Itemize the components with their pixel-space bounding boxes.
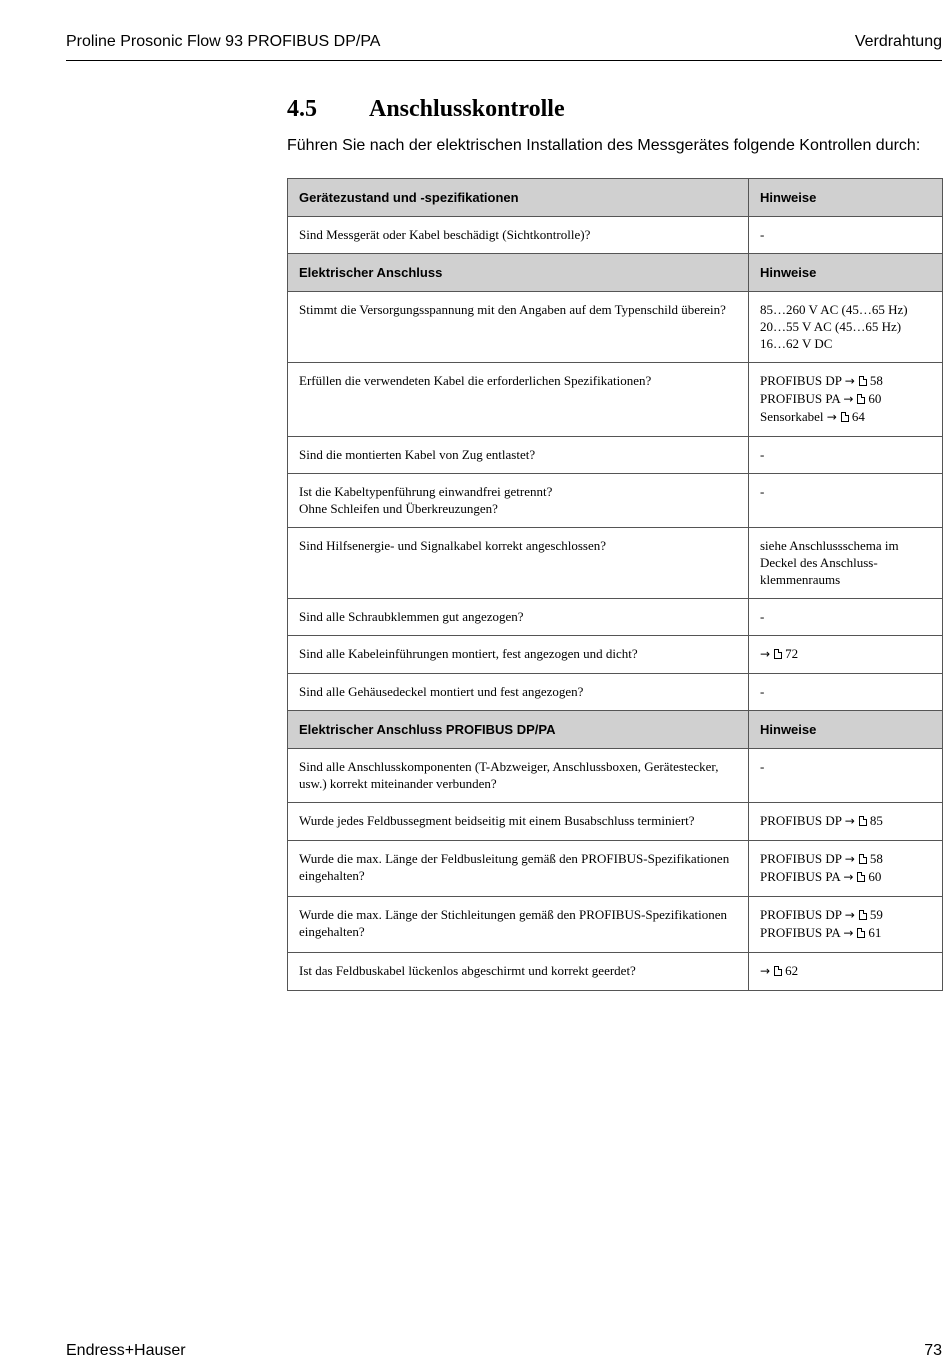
table-row [288,292,943,363]
check-question-cell [288,528,749,599]
check-note-line [760,812,931,830]
check-table [287,178,943,991]
check-question-cell [288,636,749,674]
page-reference-icon [857,928,865,938]
page-reference-icon [859,816,867,826]
table-row [288,897,943,953]
check-note-line: Hinweise [760,265,817,280]
check-note-line [760,906,931,924]
page-reference-icon [859,376,867,386]
check-note-line: - [760,227,765,242]
reference-page-number: 62 [785,963,799,978]
check-note-line [760,868,931,886]
check-question-cell [288,599,749,636]
check-question-cell [288,179,749,217]
arrow-icon: → [844,852,855,866]
check-note-line: 85…260 V AC (45…65 Hz) [760,302,908,317]
check-question-text: eingehalten? [299,868,365,883]
check-question-cell [288,437,749,474]
arrow-icon: → [844,908,855,922]
check-note-cell [749,841,943,897]
page-reference-icon [774,649,782,659]
reference-label: Sensorkabel [760,409,827,424]
check-note-line: - [760,609,765,624]
check-question-text: Ist das Feldbuskabel lückenlos abgeschirmt und korrekt geerdet? [299,963,636,978]
page-reference-icon [774,966,782,976]
arrow-icon: → [826,410,837,424]
check-question-cell [288,953,749,991]
reference-page-number: 60 [868,391,882,406]
check-note-line [760,408,931,426]
check-note-cell [749,254,943,292]
check-note-line [760,372,931,390]
check-question-cell [288,803,749,841]
reference-page-number: 61 [868,925,882,940]
table-section-row [288,179,943,217]
check-note-cell [749,803,943,841]
check-question-text: eingehalten? [299,924,365,939]
check-question-text: Elektrischer Anschluss PROFIBUS DP/PA [299,722,556,737]
check-question-cell [288,217,749,254]
check-note-cell [749,292,943,363]
check-note-line [760,645,931,663]
check-question-cell [288,674,749,711]
check-note-line: - [760,759,765,774]
check-question-text: Sind Hilfsenergie- und Signalkabel korrekt angeschlossen? [299,538,606,553]
check-note-cell [749,437,943,474]
check-note-line [760,850,931,868]
table-row [288,528,943,599]
table-row [288,749,943,803]
header-doc-title: Proline Prosonic Flow 93 PROFIBUS DP/PA [66,33,381,50]
check-note-line: klemmenraums [760,572,841,587]
footer-brand: Endress+Hauser [66,1342,186,1359]
check-note-line: 20…55 V AC (45…65 Hz) [760,319,902,334]
check-note-line: - [760,447,765,462]
check-note-cell [749,897,943,953]
reference-page-number: 59 [869,907,883,922]
check-question-cell [288,897,749,953]
check-note-cell [749,474,943,528]
check-note-line [760,962,931,980]
section-number: 4.5 [287,96,317,122]
table-row [288,674,943,711]
reference-label: PROFIBUS DP [760,907,845,922]
check-question-text: Sind alle Kabeleinführungen montiert, fest angezogen und dicht? [299,646,638,661]
arrow-icon: → [844,814,855,828]
check-question-text: Sind die montierten Kabel von Zug entlastet? [299,447,536,462]
reference-label: PROFIBUS PA [760,869,844,884]
page-reference-icon [859,854,867,864]
check-note-line [760,390,931,408]
check-table-body [288,179,943,991]
table-row [288,437,943,474]
arrow-icon: → [843,870,854,884]
check-note-cell [749,599,943,636]
check-question-cell [288,711,749,749]
check-question-text: Sind alle Schraubklemmen gut angezogen? [299,609,524,624]
check-question-cell [288,474,749,528]
check-note-line: Deckel des Anschluss- [760,555,878,570]
check-question-text: Sind alle Gehäusedeckel montiert und fest angezogen? [299,684,584,699]
check-question-cell [288,749,749,803]
arrow-icon: → [760,964,771,978]
reference-page-number: 72 [785,646,799,661]
check-note-cell [749,674,943,711]
table-section-row [288,254,943,292]
reference-label: PROFIBUS PA [760,391,844,406]
check-question-cell [288,292,749,363]
check-note-line: siehe Anschlussschema im [760,538,899,553]
reference-label: PROFIBUS DP [760,373,845,388]
check-question-text: Sind alle Anschlusskomponenten (T-Abzweiger, Anschlussboxen, Gerätestecker, [299,759,719,774]
table-row [288,599,943,636]
header-chapter: Verdrahtung [854,33,942,50]
reference-page-number: 58 [869,851,883,866]
page-reference-icon [859,910,867,920]
check-question-cell [288,841,749,897]
check-note-cell [749,953,943,991]
table-row [288,841,943,897]
check-note-line: Hinweise [760,190,817,205]
reference-page-number: 64 [851,409,865,424]
check-question-cell [288,254,749,292]
check-note-cell [749,217,943,254]
check-note-line: Hinweise [760,722,817,737]
check-note-cell [749,711,943,749]
page-reference-icon [857,872,865,882]
check-question-text: Stimmt die Versorgungsspannung mit den Angaben auf dem Typenschild überein? [299,302,726,317]
arrow-icon: → [760,647,771,661]
table-row [288,953,943,991]
check-note-cell [749,528,943,599]
check-question-text: Elektrischer Anschluss [299,265,443,280]
arrow-icon: → [843,392,854,406]
check-question-cell [288,363,749,437]
page-reference-icon [841,412,849,422]
check-question-text: Gerätezustand und -spezifikationen [299,190,519,205]
footer-page-number: 73 [924,1342,942,1359]
section-title: Anschlusskontrolle [369,96,565,122]
check-question-text: Wurde die max. Länge der Stichleitungen gemäß den PROFIBUS-Spezifikationen [299,907,728,922]
reference-label: PROFIBUS DP [760,851,845,866]
check-note-line [760,924,931,942]
table-row [288,803,943,841]
table-row [288,217,943,254]
check-note-cell [749,363,943,437]
check-question-text: Ist die Kabeltypenführung einwandfrei getrennt? [299,484,553,499]
reference-page-number: 58 [869,373,883,388]
reference-label: PROFIBUS DP [760,813,845,828]
check-question-text: usw.) korrekt miteinander verbunden? [299,776,497,791]
page-reference-icon [857,394,865,404]
check-question-text: Wurde die max. Länge der Feldbusleitung gemäß den PROFIBUS-Spezifikationen [299,851,730,866]
check-note-line: - [760,484,765,499]
section-intro: Führen Sie nach der elektrischen Installation des Messgerätes folgende Kontrollen durch: [287,137,921,154]
table-row [288,474,943,528]
check-question-text: Erfüllen die verwendeten Kabel die erforderlichen Spezifikationen? [299,373,652,388]
check-question-text: Wurde jedes Feldbussegment beidseitig mit einem Busabschluss terminiert? [299,813,695,828]
check-question-text: Sind Messgerät oder Kabel beschädigt (Sichtkontrolle)? [299,227,591,242]
table-row [288,363,943,437]
check-question-text: Ohne Schleifen und Überkreuzungen? [299,501,498,516]
check-note-cell [749,636,943,674]
reference-page-number: 85 [869,813,883,828]
header-rule [66,60,942,61]
reference-page-number: 60 [868,869,882,884]
check-note-line: - [760,684,765,699]
check-note-line: 16…62 V DC [760,336,833,351]
arrow-icon: → [843,926,854,940]
reference-label: PROFIBUS PA [760,925,844,940]
check-note-cell [749,179,943,217]
table-row [288,636,943,674]
check-note-cell [749,749,943,803]
table-section-row [288,711,943,749]
section-heading [287,96,565,123]
arrow-icon: → [844,374,855,388]
